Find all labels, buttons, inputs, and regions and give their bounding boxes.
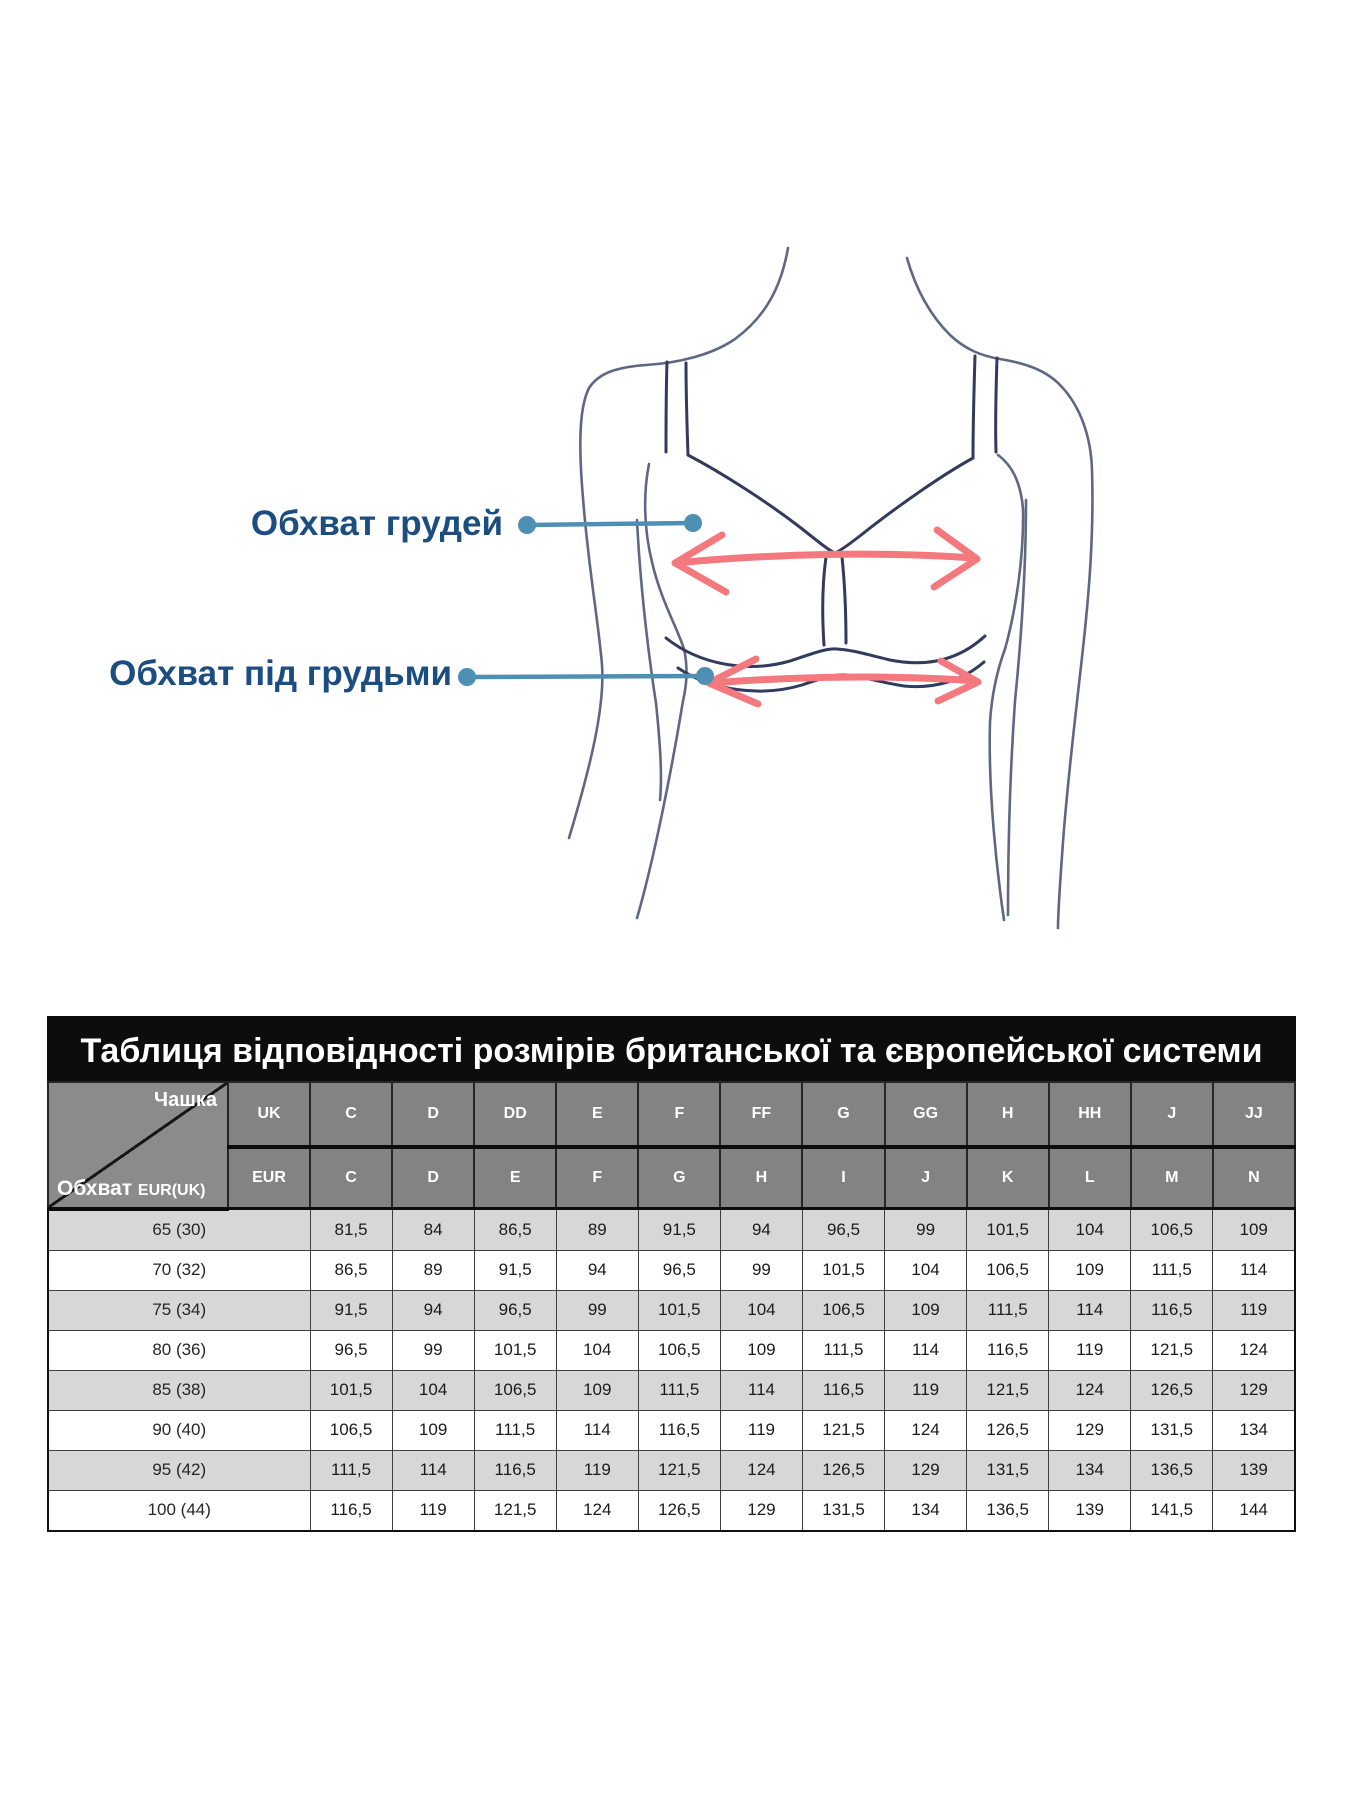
value-cell: 104	[556, 1330, 638, 1370]
value-cell: 101,5	[967, 1209, 1049, 1251]
value-cell: 119	[556, 1450, 638, 1490]
value-cell: 96,5	[474, 1290, 556, 1330]
value-cell: 101,5	[474, 1330, 556, 1370]
value-cell: 134	[885, 1490, 967, 1531]
uk-cup-header-cell: G	[802, 1082, 884, 1147]
value-cell: 129	[1213, 1370, 1295, 1410]
value-cell: 99	[720, 1250, 802, 1290]
value-cell: 86,5	[310, 1250, 392, 1290]
value-cell: 124	[885, 1410, 967, 1450]
value-cell: 119	[720, 1410, 802, 1450]
value-cell: 134	[1213, 1410, 1295, 1450]
value-cell: 114	[1213, 1250, 1295, 1290]
left-strap-outer-line	[666, 362, 667, 452]
value-cell: 114	[720, 1370, 802, 1410]
value-cell: 109	[885, 1290, 967, 1330]
band-label-cell: 95 (42)	[48, 1450, 310, 1490]
bust-connector-dot-left	[518, 516, 536, 534]
eur-cup-header-cell: F	[556, 1147, 638, 1209]
uk-cup-header-cell: FF	[720, 1082, 802, 1147]
value-cell: 91,5	[638, 1209, 720, 1251]
value-cell: 139	[1213, 1450, 1295, 1490]
header-row-eur	[48, 1147, 1295, 1209]
uk-cup-header-cell: JJ	[1213, 1082, 1295, 1147]
eur-system-cell: EUR	[228, 1147, 310, 1209]
underbust-arrow-shaft	[712, 677, 976, 683]
value-cell: 129	[1049, 1410, 1131, 1450]
value-cell: 119	[1213, 1290, 1295, 1330]
value-cell: 134	[1049, 1450, 1131, 1490]
value-cell: 119	[392, 1490, 474, 1531]
size-table	[47, 1081, 1296, 1532]
value-cell: 111,5	[638, 1370, 720, 1410]
value-cell: 89	[556, 1209, 638, 1251]
table-title: Таблиця відповідності розмірів британської та європейської системи	[47, 1016, 1296, 1081]
value-cell: 121,5	[1131, 1330, 1213, 1370]
value-cell: 144	[1213, 1490, 1295, 1531]
value-cell: 141,5	[1131, 1490, 1213, 1531]
corner-girth-word: Обхват	[57, 1176, 133, 1200]
value-cell: 116,5	[474, 1450, 556, 1490]
value-cell: 91,5	[310, 1290, 392, 1330]
uk-cup-header-cell: D	[392, 1082, 474, 1147]
eur-cup-header-cell: N	[1213, 1147, 1295, 1209]
value-cell: 131,5	[802, 1490, 884, 1531]
table-row	[48, 1330, 1295, 1370]
value-cell: 99	[556, 1290, 638, 1330]
corner-girth-units: EUR(UK)	[137, 1181, 206, 1199]
value-cell: 94	[392, 1290, 474, 1330]
uk-cup-header-cell: F	[638, 1082, 720, 1147]
band-label-cell: 70 (32)	[48, 1250, 310, 1290]
value-cell: 101,5	[802, 1250, 884, 1290]
value-cell: 104	[1049, 1209, 1131, 1251]
value-cell: 136,5	[1131, 1450, 1213, 1490]
eur-cup-header-cell: D	[392, 1147, 474, 1209]
uk-system-cell: UK	[228, 1082, 310, 1147]
value-cell: 96,5	[802, 1209, 884, 1251]
value-cell: 139	[1049, 1490, 1131, 1531]
value-cell: 94	[556, 1250, 638, 1290]
value-cell: 104	[392, 1370, 474, 1410]
band-label-cell: 80 (36)	[48, 1330, 310, 1370]
uk-cup-header-cell: E	[556, 1082, 638, 1147]
bust-connector-line	[527, 523, 693, 525]
value-cell: 126,5	[1131, 1370, 1213, 1410]
value-cell: 109	[392, 1410, 474, 1450]
underbust-connector-dot-left	[458, 668, 476, 686]
corner-cell	[48, 1082, 228, 1209]
value-cell: 111,5	[310, 1450, 392, 1490]
value-cell: 106,5	[802, 1290, 884, 1330]
value-cell: 121,5	[474, 1490, 556, 1531]
uk-cup-header-cell: DD	[474, 1082, 556, 1147]
value-cell: 106,5	[1131, 1209, 1213, 1251]
value-cell: 131,5	[1131, 1410, 1213, 1450]
band-label-cell: 100 (44)	[48, 1490, 310, 1531]
corner-girth-label	[57, 1177, 205, 1201]
value-cell: 104	[885, 1250, 967, 1290]
value-cell: 86,5	[474, 1209, 556, 1251]
uk-cup-header-cell: GG	[885, 1082, 967, 1147]
value-cell: 109	[1049, 1250, 1131, 1290]
corner-cup-label: Чашка	[154, 1089, 217, 1111]
table-row	[48, 1290, 1295, 1330]
eur-cup-header-cell: C	[310, 1147, 392, 1209]
value-cell: 136,5	[967, 1490, 1049, 1531]
value-cell: 94	[720, 1209, 802, 1251]
value-cell: 126,5	[967, 1410, 1049, 1450]
value-cell: 84	[392, 1209, 474, 1251]
right-neck-shoulder-arm-line	[907, 258, 1092, 928]
value-cell: 96,5	[638, 1250, 720, 1290]
value-cell: 124	[556, 1490, 638, 1531]
bust-label: Обхват грудей	[250, 504, 503, 543]
value-cell: 129	[885, 1450, 967, 1490]
value-cell: 96,5	[310, 1330, 392, 1370]
value-cell: 91,5	[474, 1250, 556, 1290]
table-row	[48, 1410, 1295, 1450]
value-cell: 131,5	[967, 1450, 1049, 1490]
size-table-body	[48, 1209, 1295, 1531]
value-cell: 119	[1049, 1330, 1131, 1370]
torso-outline	[569, 248, 1092, 928]
table-row	[48, 1250, 1295, 1290]
uk-cup-header-cell: J	[1131, 1082, 1213, 1147]
value-cell: 111,5	[474, 1410, 556, 1450]
gore-left-line	[823, 557, 826, 645]
value-cell: 104	[720, 1290, 802, 1330]
band-label-cell: 65 (30)	[48, 1209, 310, 1251]
table-row	[48, 1370, 1295, 1410]
value-cell: 81,5	[310, 1209, 392, 1251]
band-label-cell: 75 (34)	[48, 1290, 310, 1330]
value-cell: 116,5	[638, 1410, 720, 1450]
value-cell: 109	[1213, 1209, 1295, 1251]
eur-cup-header-cell: M	[1131, 1147, 1213, 1209]
size-table-section	[47, 1016, 1296, 1532]
table-row	[48, 1490, 1295, 1531]
value-cell: 114	[1049, 1290, 1131, 1330]
underband-top-line	[666, 636, 985, 666]
right-strap-inner-line	[973, 356, 975, 458]
value-cell: 106,5	[638, 1330, 720, 1370]
underbust-label: Обхват під грудьми	[109, 654, 452, 693]
uk-cup-header-cell: HH	[1049, 1082, 1131, 1147]
value-cell: 114	[556, 1410, 638, 1450]
right-side-seam-torso-line	[990, 455, 1023, 920]
eur-cup-header-cell: E	[474, 1147, 556, 1209]
value-cell: 121,5	[802, 1410, 884, 1450]
left-neck-shoulder-arm-line	[569, 248, 788, 838]
value-cell: 99	[392, 1330, 474, 1370]
bust-connector	[518, 514, 702, 534]
value-cell: 111,5	[802, 1330, 884, 1370]
value-cell: 116,5	[1131, 1290, 1213, 1330]
value-cell: 106,5	[967, 1250, 1049, 1290]
value-cell: 121,5	[967, 1370, 1049, 1410]
uk-cup-header-cell: C	[310, 1082, 392, 1147]
eur-cup-header-cell: I	[802, 1147, 884, 1209]
value-cell: 124	[720, 1450, 802, 1490]
value-cell: 114	[885, 1330, 967, 1370]
cup-neckline	[688, 455, 973, 553]
eur-cup-header-cell: L	[1049, 1147, 1131, 1209]
value-cell: 129	[720, 1490, 802, 1531]
value-cell: 109	[556, 1370, 638, 1410]
eur-cup-header-cell: H	[720, 1147, 802, 1209]
value-cell: 101,5	[310, 1370, 392, 1410]
value-cell: 89	[392, 1250, 474, 1290]
bra-outline	[666, 356, 997, 691]
header-row-uk	[48, 1082, 1295, 1147]
gore-right-line	[842, 557, 846, 643]
eur-cup-header-cell: J	[885, 1147, 967, 1209]
underbust-connector	[458, 667, 714, 686]
value-cell: 116,5	[310, 1490, 392, 1531]
value-cell: 101,5	[638, 1290, 720, 1330]
value-cell: 124	[1213, 1330, 1295, 1370]
value-cell: 106,5	[310, 1410, 392, 1450]
value-cell: 126,5	[802, 1450, 884, 1490]
eur-cup-header-cell: K	[967, 1147, 1049, 1209]
value-cell: 126,5	[638, 1490, 720, 1531]
underbust-connector-line	[467, 676, 705, 677]
value-cell: 124	[1049, 1370, 1131, 1410]
left-side-seam-torso-line	[637, 464, 687, 918]
left-inner-arm-line	[637, 520, 661, 800]
band-label-cell: 85 (38)	[48, 1370, 310, 1410]
right-strap-outer-line	[996, 358, 997, 452]
value-cell: 111,5	[1131, 1250, 1213, 1290]
table-row	[48, 1209, 1295, 1251]
right-inner-arm-line	[1008, 500, 1026, 915]
value-cell: 116,5	[967, 1330, 1049, 1370]
eur-cup-header-cell: G	[638, 1147, 720, 1209]
value-cell: 109	[720, 1330, 802, 1370]
band-label-cell: 90 (40)	[48, 1410, 310, 1450]
value-cell: 121,5	[638, 1450, 720, 1490]
value-cell: 116,5	[802, 1370, 884, 1410]
left-strap-inner-line	[686, 363, 688, 455]
underbust-arrow	[709, 659, 978, 704]
value-cell: 119	[885, 1370, 967, 1410]
uk-cup-header-cell: H	[967, 1082, 1049, 1147]
value-cell: 114	[392, 1450, 474, 1490]
value-cell: 106,5	[474, 1370, 556, 1410]
value-cell: 111,5	[967, 1290, 1049, 1330]
bust-connector-dot-right	[684, 514, 702, 532]
value-cell: 99	[885, 1209, 967, 1251]
underbust-connector-dot-right	[696, 667, 714, 685]
table-row	[48, 1450, 1295, 1490]
